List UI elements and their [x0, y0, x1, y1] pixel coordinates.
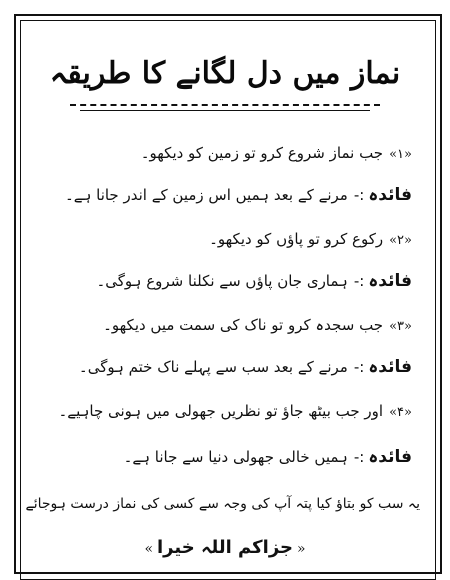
ornament-left: »	[144, 541, 154, 557]
benefit-separator: :-	[353, 448, 365, 466]
benefit-label: فائدہ	[368, 357, 412, 377]
benefit-2	[32, 268, 412, 294]
benefit-separator: :-	[353, 358, 365, 376]
step-number: «۱»	[389, 147, 412, 162]
step-2	[32, 226, 412, 254]
benefit-text: ہمیں خالی جھولی دنیا سے جانا ہے۔	[123, 448, 348, 466]
benefit-text: مرنے کے بعد ہمیں اس زمین کے اندر جانا ہے۔	[64, 186, 348, 204]
page-title: نماز میں دل لگانے کا طریقہ	[49, 56, 401, 91]
step-3	[32, 312, 412, 340]
step-1	[32, 140, 412, 168]
step-text: جب سجدہ کرو تو ناک کی سمت میں دیکھو۔	[103, 316, 384, 334]
ornament-right: «	[296, 541, 306, 557]
benefit-1	[32, 182, 412, 208]
title-underline-dashed	[70, 104, 380, 106]
step-number: «۳»	[389, 319, 412, 334]
benefit-3	[32, 354, 412, 380]
share-message: یہ سب کو بتاؤ کیا پتہ آپ کی وجہ سے کسی کی نماز درست ہوجائے	[25, 496, 420, 512]
step-text: رکوع کرو تو پاؤں کو دیکھو۔	[209, 230, 384, 248]
step-4	[32, 398, 412, 426]
benefit-text: مرنے کے بعد سب سے پہلے ناک ختم ہوگی۔	[78, 358, 348, 376]
benefit-4	[32, 444, 412, 470]
benefit-label: فائدہ	[368, 271, 412, 291]
step-text: اور جب بیٹھ جاؤ تو نظریں جھولی میں ہونی چاہیے۔	[58, 402, 384, 420]
step-text: جب نماز شروع کرو تو زمین کو دیکھو۔	[140, 144, 384, 162]
title-underline-solid	[80, 110, 370, 111]
closing-text: جزاکم اللہ خیرا	[157, 537, 293, 558]
benefit-text: ہماری جان پاؤں سے نکلنا شروع ہوگی۔	[96, 272, 348, 290]
benefit-label: فائدہ	[368, 185, 412, 205]
benefit-separator: :-	[353, 272, 365, 290]
step-number: «۴»	[389, 405, 412, 420]
benefit-label: فائدہ	[368, 447, 412, 467]
step-number: «۲»	[389, 233, 412, 248]
benefit-separator: :-	[353, 186, 365, 204]
closing-phrase	[40, 534, 410, 563]
